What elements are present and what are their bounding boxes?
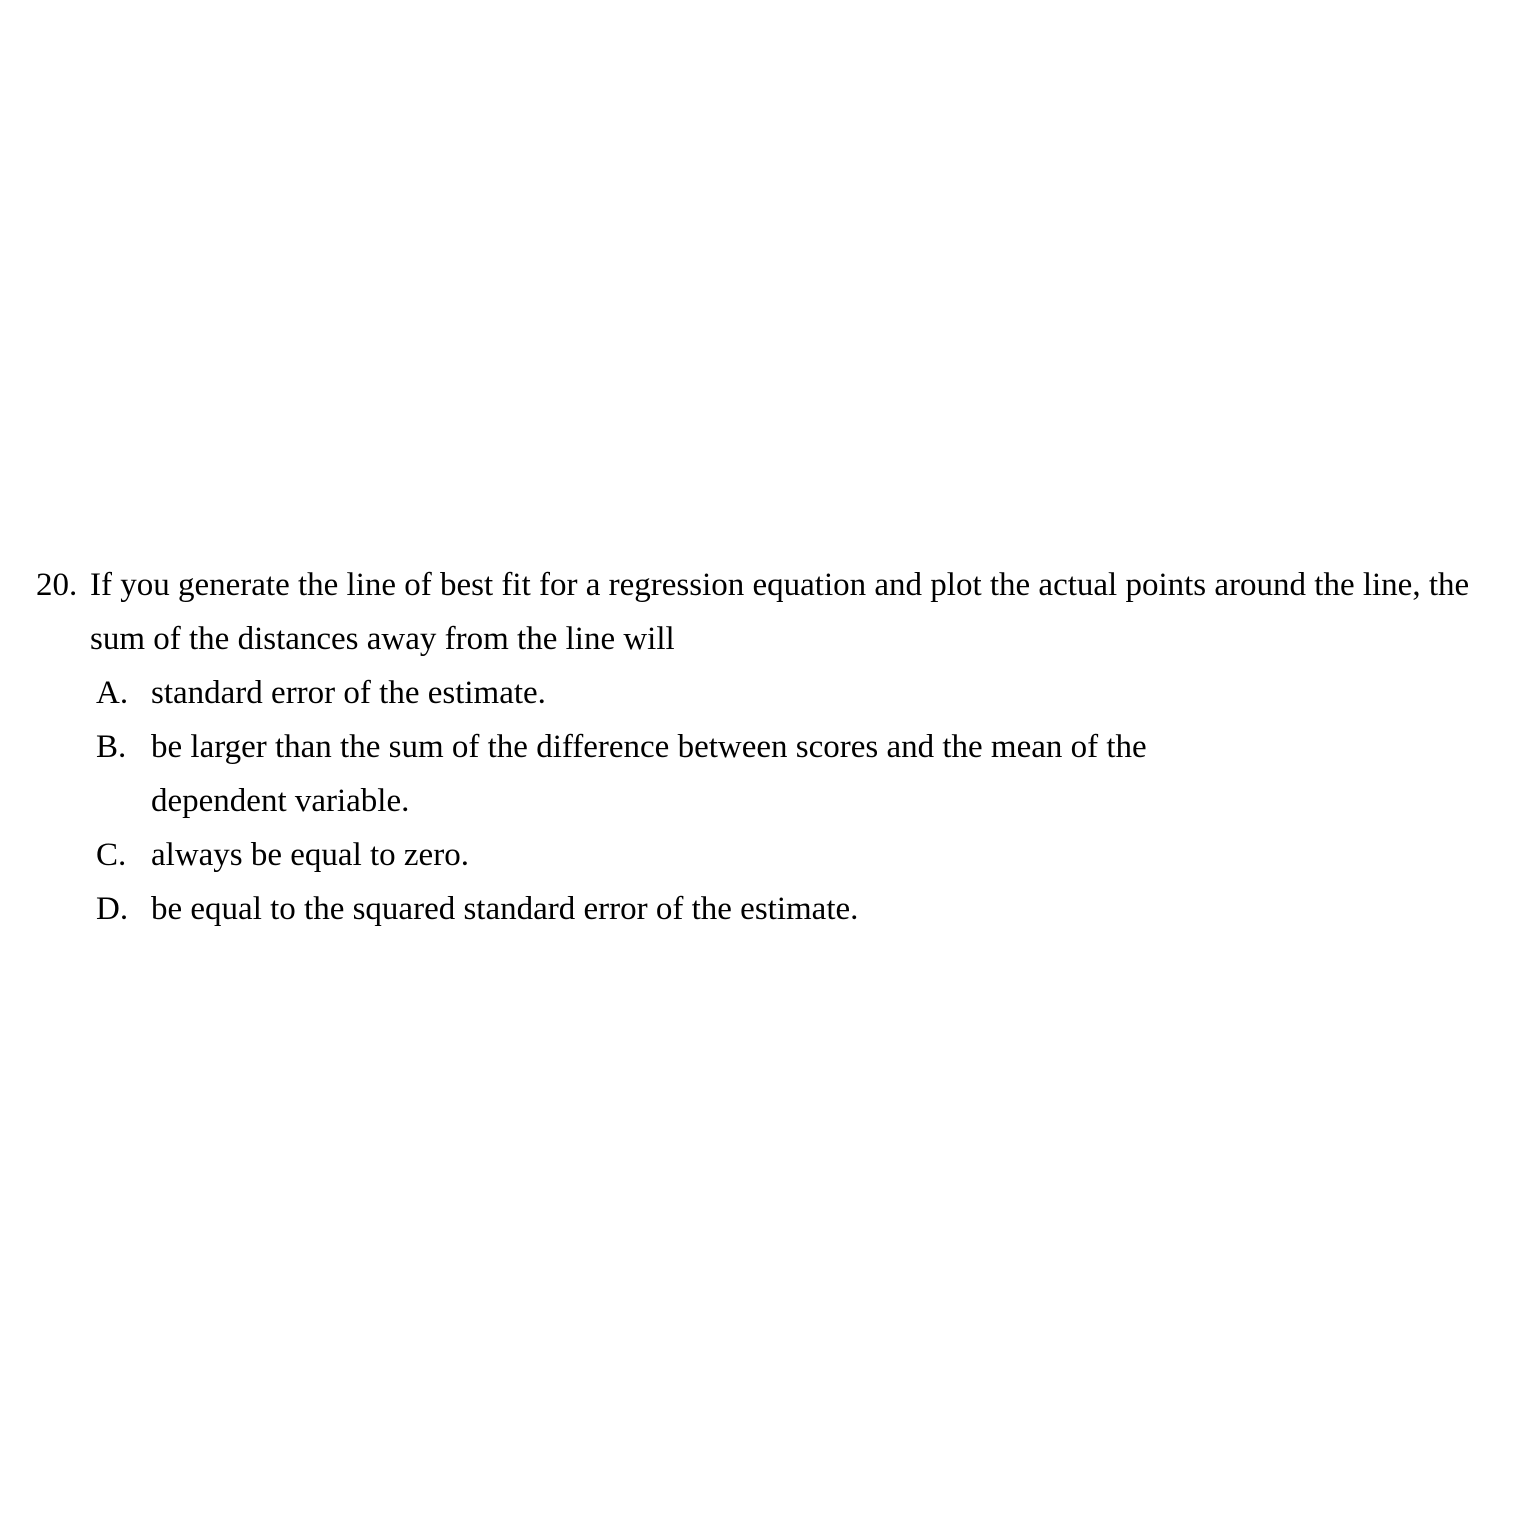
option-b [96, 720, 1506, 828]
option-c-text: always be equal to zero. [151, 837, 469, 873]
option-b-text: be larger than the sum of the difference between scores and the mean of the dependent variable. [151, 729, 1147, 819]
option-a-letter: A. [96, 675, 129, 711]
option-c-letter: C. [96, 837, 127, 873]
option-b-letter: B. [96, 729, 127, 765]
answer-options [96, 666, 1506, 936]
option-a-text: standard error of the estimate. [151, 675, 546, 711]
question-text: If you generate the line of best fit for a regression equation and plot the actual points around the line, the sum of the distances away from the line will [90, 567, 1470, 657]
option-d [96, 882, 1506, 936]
option-d-text: be equal to the squared standard error of the estimate. [151, 891, 859, 927]
option-c [96, 828, 1506, 882]
option-a [96, 666, 1506, 720]
question-block [36, 558, 1506, 936]
question-number: 20. [36, 567, 78, 603]
option-d-letter: D. [96, 891, 129, 927]
question-stem [36, 558, 1506, 666]
